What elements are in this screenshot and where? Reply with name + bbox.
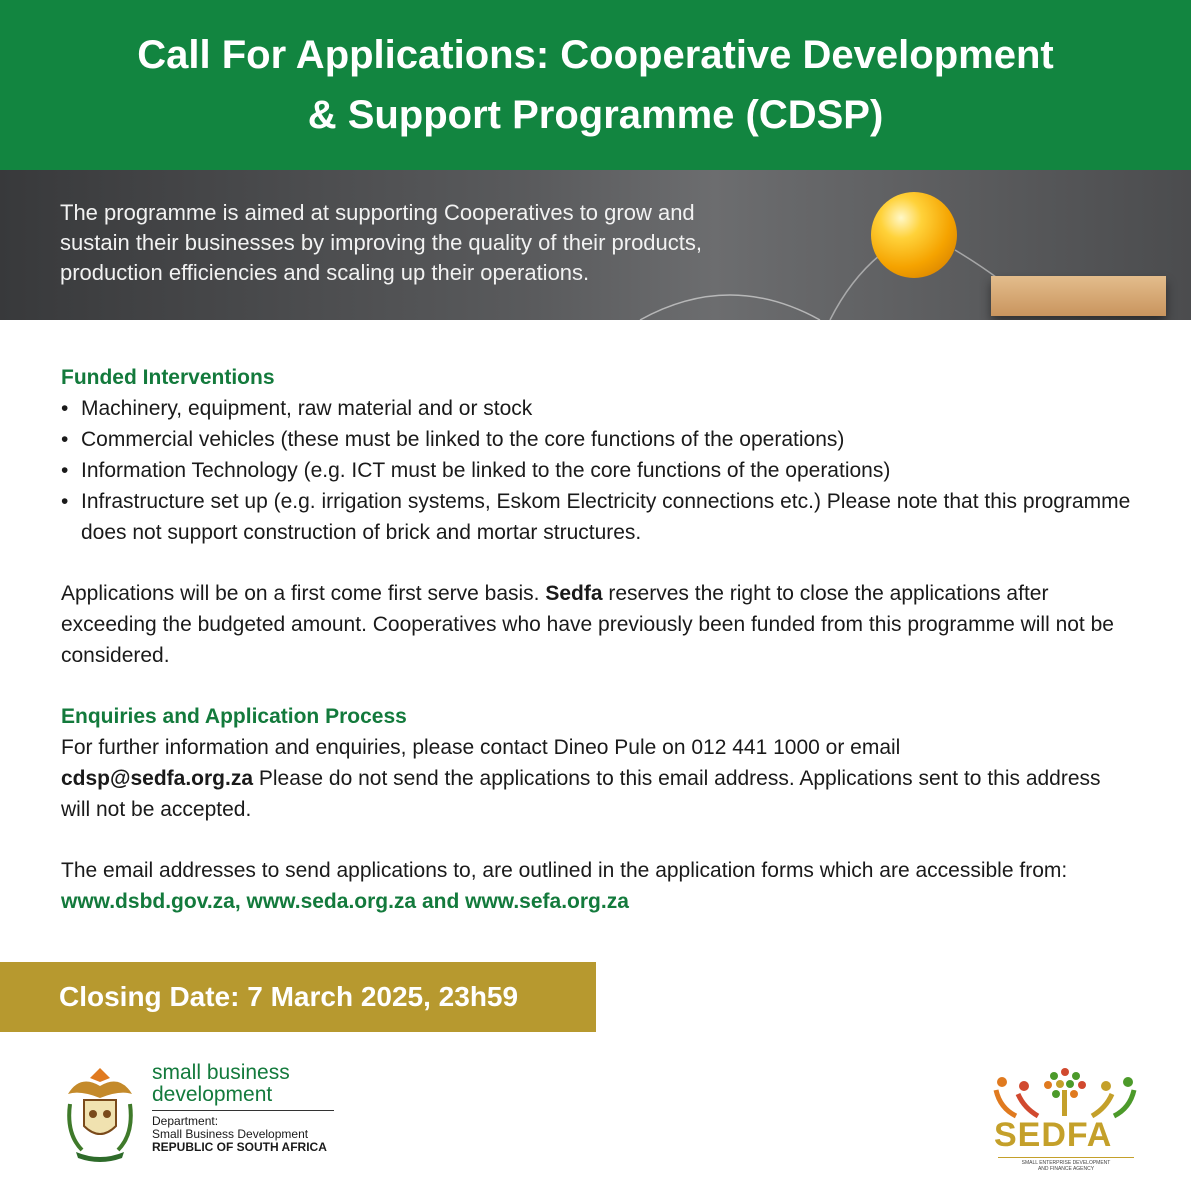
sedfa-bold: Sedfa [545, 582, 603, 605]
hero-banner [0, 170, 1191, 320]
enquiries-text-before: For further information and enquiries, please contact Dineo Pule on 012 441 1000 or email [61, 736, 901, 759]
application-forms-paragraph [61, 855, 1131, 917]
dsbd-logo [60, 1060, 350, 1170]
country-name: REPUBLIC OF SOUTH AFRICA [152, 1140, 327, 1154]
contact-email-link[interactable]: cdsp@sedfa.org.za [61, 767, 254, 790]
enquiries-paragraph [61, 732, 1131, 825]
sedfa-tagline-line-2: AND FINANCE AGENCY [1037, 1166, 1095, 1172]
page-title-line-1: Call For Applications: Cooperative Development [137, 33, 1054, 77]
page-title-line-2: & Support Programme (CDSP) [307, 93, 884, 137]
dept-label: Department: [152, 1114, 219, 1128]
intro-text [60, 198, 820, 288]
list-item: • Infrastructure set up (e.g. irrigation systems, Eskom Electricity connections etc.) Please note that this programme does not support construction of brick and mortar structures. [61, 486, 1131, 548]
intro-line-1: The programme is aimed at supporting Cooperatives to grow and [60, 200, 695, 225]
sedfa-tagline [998, 1157, 1134, 1172]
intro-line-2: sustain their businesses by improving the quality of their products, [60, 230, 702, 255]
wood-block-icon [991, 276, 1166, 316]
enquiries-title: Enquiries and Application Process [61, 705, 407, 728]
list-item: • Commercial vehicles (these must be linked to the core functions of the operations) [61, 424, 1131, 455]
page-header [0, 0, 1191, 170]
application-basis-paragraph [61, 578, 1131, 671]
coat-of-arms-icon [60, 1064, 140, 1166]
forms-text: The email addresses to send applications to, are outlined in the application forms which are accessible from: [61, 859, 1068, 882]
enquiries-text-after: Please do not send the applications to this email address. Applications sent to this address will not be accepted. [61, 767, 1101, 821]
dsbd-name [152, 1062, 290, 1106]
list-item: • Information Technology (e.g. ICT must be linked to the core functions of the operations) [61, 455, 1131, 486]
closing-date-label: Closing Date: 7 March 2025, 23h59 [59, 981, 519, 1012]
website-links[interactable]: www.dsbd.gov.za, www.seda.org.za and www.sefa.org.za [61, 890, 629, 913]
funded-interventions-list [61, 393, 1131, 548]
funded-interventions-title: Funded Interventions [61, 366, 275, 389]
closing-date-banner [0, 962, 596, 1032]
basis-text-before: Applications will be on a first come first serve basis. [61, 582, 546, 605]
dsbd-dept-text [152, 1115, 327, 1154]
list-item: • Machinery, equipment, raw material and or stock [61, 393, 1131, 424]
intro-line-3: production efficiencies and scaling up their operations. [60, 260, 590, 285]
basis-text-after: reserves the right to close the applications after exceeding the budgeted amount. Cooperatives who have previously been funded from this programme will not be considered. [61, 582, 1114, 667]
ball-icon [871, 192, 957, 278]
sedfa-tagline-line-1: SMALL ENTERPRISE DEVELOPMENT [1021, 1160, 1111, 1166]
dept-name: Small Business Development [152, 1127, 309, 1141]
divider [152, 1110, 334, 1111]
dsbd-name-line-2: development [152, 1083, 273, 1106]
sedfa-wordmark: SEDFA [994, 1116, 1113, 1154]
sedfa-logo [990, 1060, 1140, 1175]
dsbd-name-line-1: small business [152, 1061, 290, 1084]
tree-people-icon [990, 1060, 1140, 1120]
main-content [61, 362, 1131, 917]
